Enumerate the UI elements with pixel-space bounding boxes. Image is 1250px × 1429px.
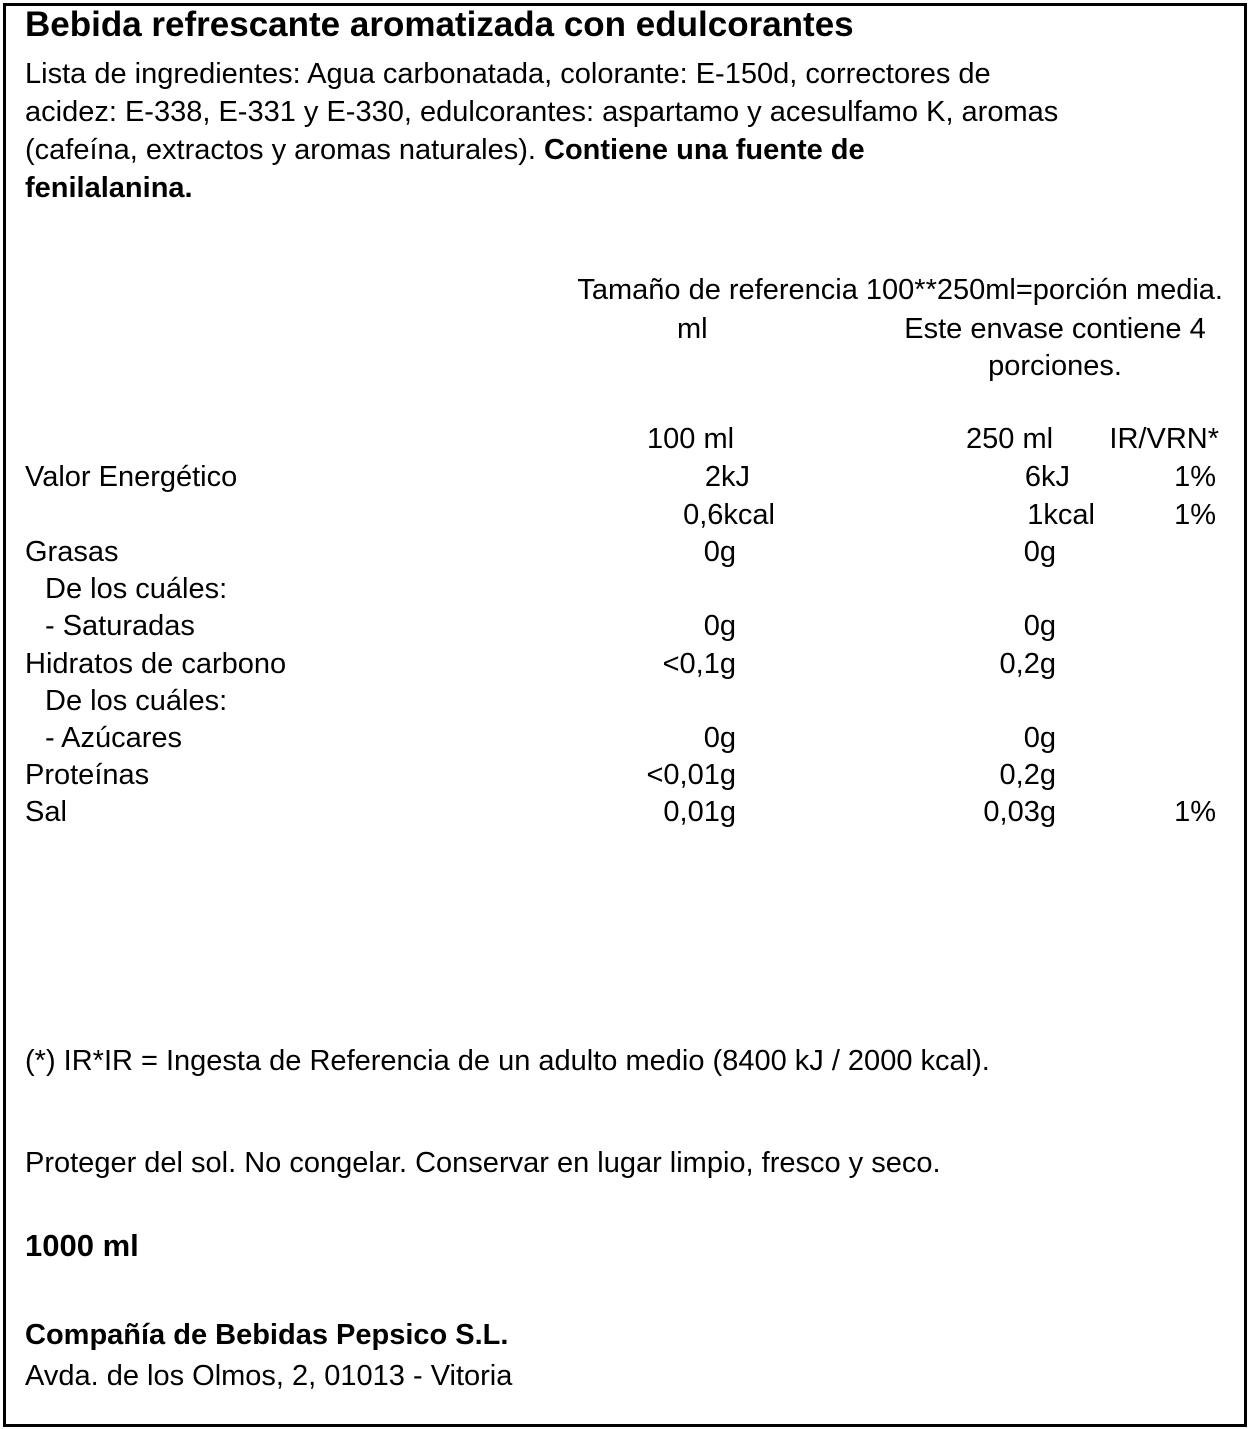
footnote-reference-intake: (*) IR*IR = Ingesta de Referencia de un adulto medio (8400 kJ / 2000 kcal).	[25, 1045, 990, 1077]
phenylalanine-warning-part-2: fenilalanina.	[25, 172, 193, 204]
salt-250ml: 0,03g	[983, 796, 1056, 828]
column-header-ir: IR/VRN*	[1109, 423, 1219, 455]
sugars-100ml: 0g	[703, 722, 736, 754]
energy-kj-250ml: 6kJ	[1024, 461, 1070, 493]
carbs-100ml: <0,1g	[662, 648, 736, 680]
net-volume: 1000 ml	[25, 1228, 139, 1263]
reference-size-unit: ml	[677, 313, 708, 345]
energy-kcal-250ml: 1kcal	[1027, 499, 1095, 531]
salt-ir: 1%	[1174, 796, 1216, 828]
sugars-250ml: 0g	[1023, 722, 1056, 754]
salt-100ml: 0,01g	[663, 796, 736, 828]
ingredients-line-3-text: (cafeína, extractos y aromas naturales).	[25, 134, 544, 166]
product-title: Bebida refrescante aromatizada con edulcorantes	[25, 5, 854, 44]
row-label-carbs-of-which: De los cuáles:	[45, 685, 228, 717]
carbs-250ml: 0,2g	[999, 648, 1056, 680]
phenylalanine-warning-part-1: Contiene una fuente de	[544, 134, 865, 166]
row-label-sugars: - Azúcares	[45, 722, 182, 754]
row-label-salt: Sal	[25, 796, 67, 828]
row-label-energy: Valor Energético	[25, 461, 238, 493]
fat-250ml: 0g	[1023, 536, 1056, 568]
portions-line-2: porciones.	[988, 350, 1122, 382]
company-name: Compañía de Bebidas Pepsico S.L.	[25, 1319, 509, 1351]
protein-100ml: <0,01g	[646, 759, 736, 791]
row-label-carbs: Hidratos de carbono	[25, 648, 287, 680]
saturated-100ml: 0g	[703, 610, 736, 642]
row-label-saturated: - Saturadas	[45, 610, 195, 642]
row-label-fat: Grasas	[25, 536, 119, 568]
column-header-100ml: 100 ml	[647, 423, 735, 455]
storage-instructions: Proteger del sol. No congelar. Conservar en lugar limpio, fresco y seco.	[25, 1147, 941, 1179]
energy-kj-ir: 1%	[1174, 461, 1216, 493]
row-label-fat-of-which: De los cuáles:	[45, 573, 228, 605]
fat-100ml: 0g	[703, 536, 736, 568]
ingredients-line-1: Lista de ingredientes: Agua carbonatada, colorante: E-150d, correctores de	[25, 58, 991, 90]
ingredients-line-3	[25, 131, 1225, 169]
reference-size-line: Tamaño de referencia 100**250ml=porción media.	[577, 274, 1223, 306]
column-header-250ml: 250 ml	[966, 423, 1054, 455]
protein-250ml: 0,2g	[999, 759, 1056, 791]
ingredients-line-2: acidez: E-338, E-331 y E-330, edulcorantes: aspartamo y acesulfamo K, aromas	[25, 96, 1059, 128]
company-address: Avda. de los Olmos, 2, 01013 - Vitoria	[25, 1360, 513, 1392]
ingredients-text	[25, 55, 1225, 207]
energy-kj-100ml: 2kJ	[704, 461, 750, 493]
saturated-250ml: 0g	[1023, 610, 1056, 642]
row-label-protein: Proteínas	[25, 759, 150, 791]
energy-kcal-100ml: 0,6kcal	[683, 499, 775, 531]
portions-line-1: Este envase contiene 4	[904, 313, 1206, 345]
energy-kcal-ir: 1%	[1174, 499, 1216, 531]
